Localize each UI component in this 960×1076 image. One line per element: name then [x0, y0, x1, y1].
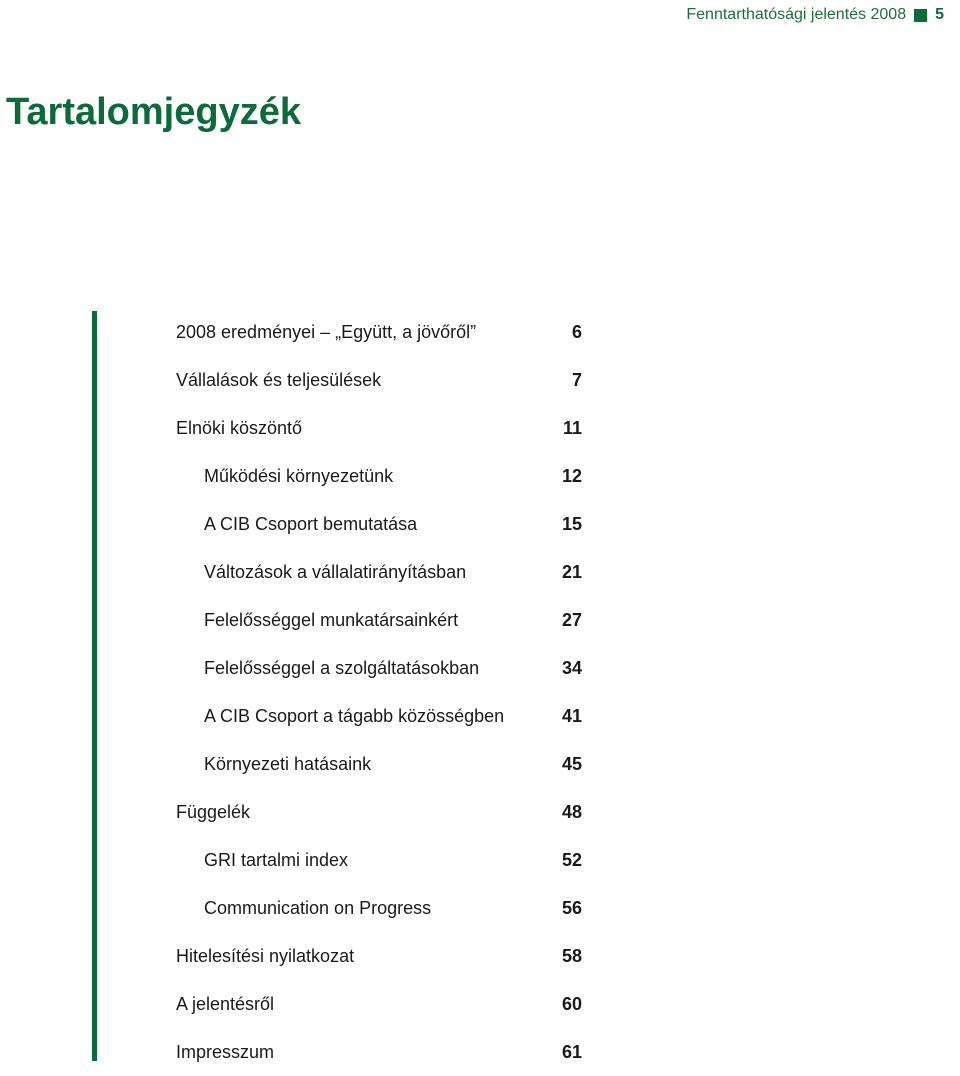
toc-entry[interactable] [176, 452, 582, 500]
toc-entry-page-number: 7 [571, 369, 582, 390]
toc-entry[interactable] [176, 644, 582, 692]
toc-entry-page-number: 52 [561, 849, 582, 870]
toc-entry[interactable] [176, 404, 582, 452]
toc-entry-label: Hitelesítési nyilatkozat [176, 945, 355, 966]
toc-entry-label: A jelentésről [176, 993, 275, 1014]
toc-entry-page-number: 45 [561, 753, 582, 774]
toc-entry[interactable] [176, 596, 582, 644]
toc-entry-label: Működési környezetünk [204, 465, 394, 486]
toc-entry-page-number: 61 [561, 1041, 582, 1062]
toc-entry-page-number: 15 [561, 513, 582, 534]
toc-entry[interactable] [176, 308, 582, 356]
toc-entry[interactable] [176, 740, 582, 788]
toc-entry-page-number: 60 [561, 993, 582, 1014]
toc-entry-label: Felelősséggel munkatársainkért [204, 609, 459, 630]
green-square-icon [914, 9, 927, 22]
toc-entry-label: GRI tartalmi index [204, 849, 349, 870]
toc-entry-page-number: 48 [561, 801, 582, 822]
toc-entry-label: Változások a vállalatirányításban [204, 561, 467, 582]
toc-entry-label: A CIB Csoport bemutatása [204, 513, 418, 534]
toc-entry-page-number: 27 [561, 609, 582, 630]
report-name: Fenntarthatósági jelentés 2008 [686, 6, 907, 23]
toc-entry-page-number: 41 [561, 705, 582, 726]
toc-entry[interactable] [176, 932, 582, 980]
toc-entry[interactable] [176, 788, 582, 836]
table-of-contents [176, 308, 582, 1076]
toc-entry[interactable] [176, 548, 582, 596]
toc-entry-label: Communication on Progress [204, 897, 432, 918]
toc-entry-page-number: 6 [571, 321, 582, 342]
toc-entry-page-number: 21 [561, 561, 582, 582]
toc-entry-page-number: 12 [561, 465, 582, 486]
page-number: 5 [935, 6, 944, 23]
toc-entry[interactable] [176, 1028, 582, 1076]
toc-entry-label: Függelék [176, 801, 251, 822]
toc-entry-page-number: 56 [561, 897, 582, 918]
toc-entry-label: Felelősséggel a szolgáltatásokban [204, 657, 480, 678]
toc-entry[interactable] [176, 500, 582, 548]
toc-accent-bar [92, 311, 97, 1061]
toc-entry[interactable] [176, 884, 582, 932]
toc-entry-page-number: 34 [561, 657, 582, 678]
toc-entry[interactable] [176, 980, 582, 1028]
toc-entry-page-number: 58 [561, 945, 582, 966]
page-title: Tartalomjegyzék [6, 91, 301, 133]
running-header [686, 6, 944, 24]
toc-entry-label: Impresszum [176, 1041, 275, 1062]
toc-entry-label: A CIB Csoport a tágabb közösségben [204, 705, 505, 726]
toc-entry-label: 2008 eredményei – „Együtt, a jövőről” [176, 321, 477, 342]
toc-entry[interactable] [176, 836, 582, 884]
toc-entry-label: Környezeti hatásaink [204, 753, 372, 774]
toc-entry-label: Vállalások és teljesülések [176, 369, 382, 390]
toc-entry-page-number: 11 [562, 417, 582, 438]
toc-entry[interactable] [176, 356, 582, 404]
toc-entry-label: Elnöki köszöntő [176, 417, 303, 438]
toc-entry[interactable] [176, 692, 582, 740]
